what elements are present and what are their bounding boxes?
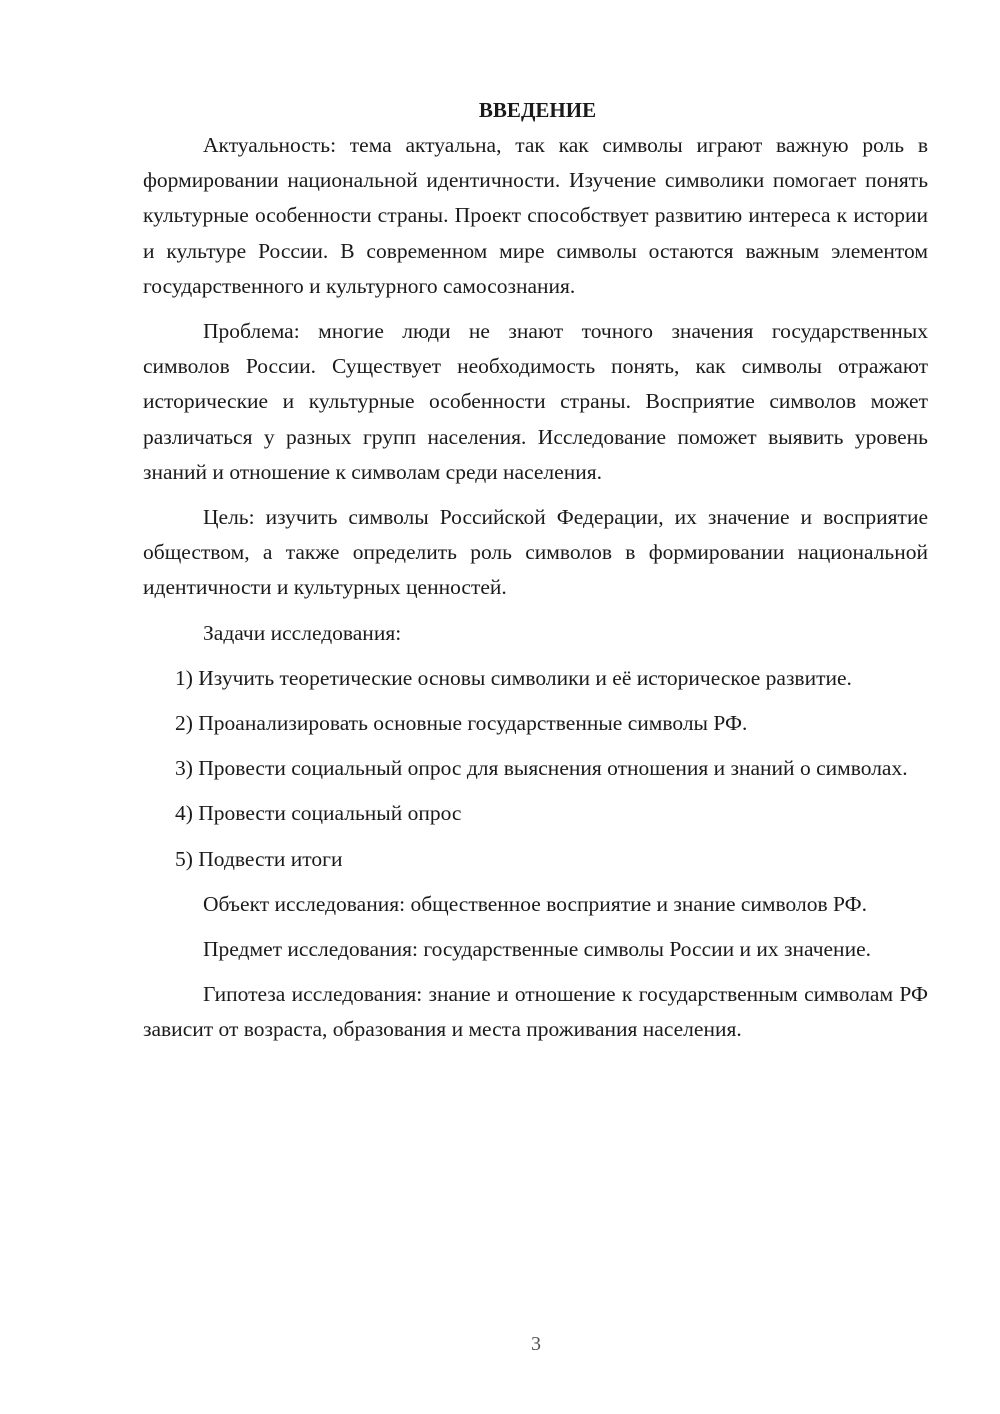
section-heading: ВВЕДЕНИЕ [478, 98, 597, 122]
subject-paragraph: Предмет исследования: государственные символы России и их значение. [203, 937, 871, 962]
goal-paragraph: Цель: изучить символы Российской Федерации, их значение и восприятие обществом, а также определить роль символов в формировании национальной идентичности и культурных ценностей. [143, 505, 928, 600]
relevance-paragraph: Актуальность: тема актуальна, так как символы играют важную роль в формировании национальной идентичности. Изучение символики помогает понять культурные особенности страны. Проект способствует развитию интереса к истории и культуре России. В современном мире символы остаются важным элементом государственного и культурного самосознания. [143, 133, 928, 298]
task-item: 2) Проанализировать основные государственные символы РФ. [175, 711, 748, 736]
task-item: 5) Подвести итоги [175, 846, 343, 871]
task-item: 3) Провести социальный опрос для выяснения отношения и знаний о символах. [175, 756, 908, 781]
task-item: 1) Изучить теоретические основы символики и её историческое развитие. [175, 665, 852, 690]
object-paragraph: Объект исследования: общественное восприятие и знание символов РФ. [203, 891, 867, 916]
tasks-title: Задачи исследования: [203, 620, 402, 645]
task-item: 4) Провести социальный опрос [175, 801, 462, 826]
hypothesis-paragraph: Гипотеза исследования: знание и отношение к государственным символам РФ зависит от возраста, образования и места проживания населения. [143, 982, 928, 1042]
problem-paragraph: Проблема: многие люди не знают точного значения государственных символов России. Существует необходимость понять, как символы отражают исторические и культурные особенности страны. Восприятие символов может различаться у разных групп населения. Исследование поможет выявить уровень знаний и отношение к символам среди населения. [143, 319, 928, 484]
page-content [143, 93, 928, 1048]
page-number: 3 [531, 1333, 541, 1355]
